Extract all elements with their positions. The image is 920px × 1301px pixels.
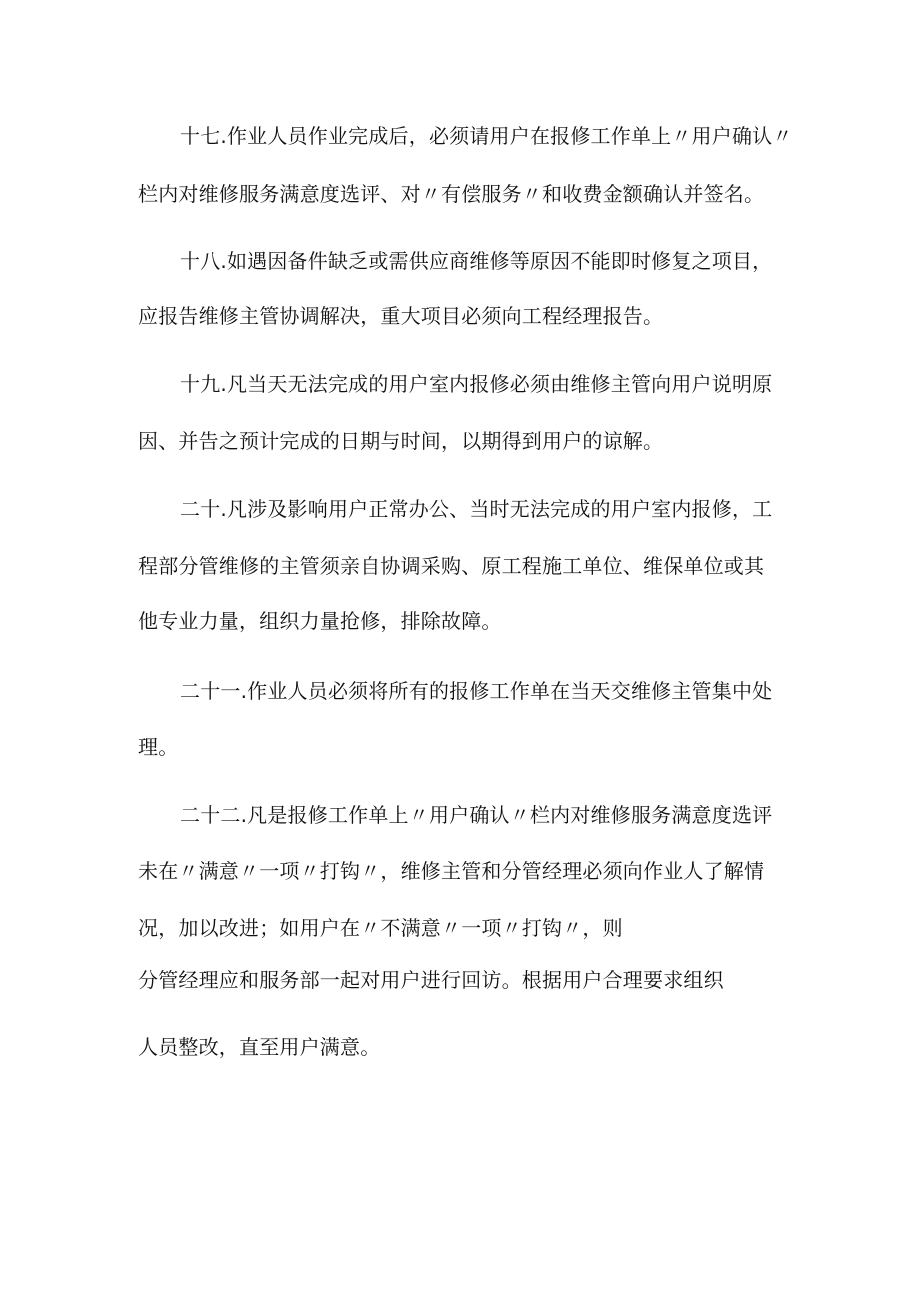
paragraph-18-line-1: 十八.如遇因备件缺乏或需供应商维修等原因不能即时修复之项目， xyxy=(180,249,773,273)
paragraph-20-line-3: 他专业力量，组织力量抢修，排除故障。 xyxy=(138,609,502,633)
paragraph-21-line-2: 理。 xyxy=(138,735,179,759)
paragraph-17-line-2: 栏内对维修服务满意度选评、对〃有偿服务〃和收费金额确认并签名。 xyxy=(138,182,765,206)
paragraph-22-line-2: 未在〃满意〃一项〃打钩〃，维修主管和分管经理必须向作业人了解情 xyxy=(138,859,765,883)
paragraph-21-line-1: 二十一.作业人员必须将所有的报修工作单在当天交维修主管集中处 xyxy=(180,679,773,703)
paragraph-19-line-2: 因、并告之预计完成的日期与时间，以期得到用户的谅解。 xyxy=(138,429,664,453)
paragraph-22-line-4: 分管经理应和服务部一起对用户进行回访。根据用户合理要求组织 xyxy=(138,968,724,992)
paragraph-20-line-2: 程部分管维修的主管须亲自协调采购、原工程施工单位、维保单位或其 xyxy=(138,554,765,578)
paragraph-19-line-1: 十九.凡当天无法完成的用户室内报修必须由维修主管向用户说明原 xyxy=(180,372,773,396)
paragraph-18-line-2: 应报告维修主管协调解决，重大项目必须向工程经理报告。 xyxy=(138,304,664,328)
paragraph-22-line-1: 二十二.凡是报修工作单上〃用户确认〃栏内对维修服务满意度选评 xyxy=(180,803,773,827)
paragraph-20-line-1: 二十.凡涉及影响用户正常办公、当时无法完成的用户室内报修，工 xyxy=(180,497,773,521)
paragraph-17-line-1: 十七.作业人员作业完成后，必须请用户在报修工作单上〃用户确认〃 xyxy=(180,124,793,148)
paragraph-22-line-3: 况，加以改进；如用户在〃不满意〃一项〃打钩〃，则 xyxy=(138,916,623,940)
paragraph-22-line-5: 人员整改，直至用户满意。 xyxy=(138,1035,381,1059)
